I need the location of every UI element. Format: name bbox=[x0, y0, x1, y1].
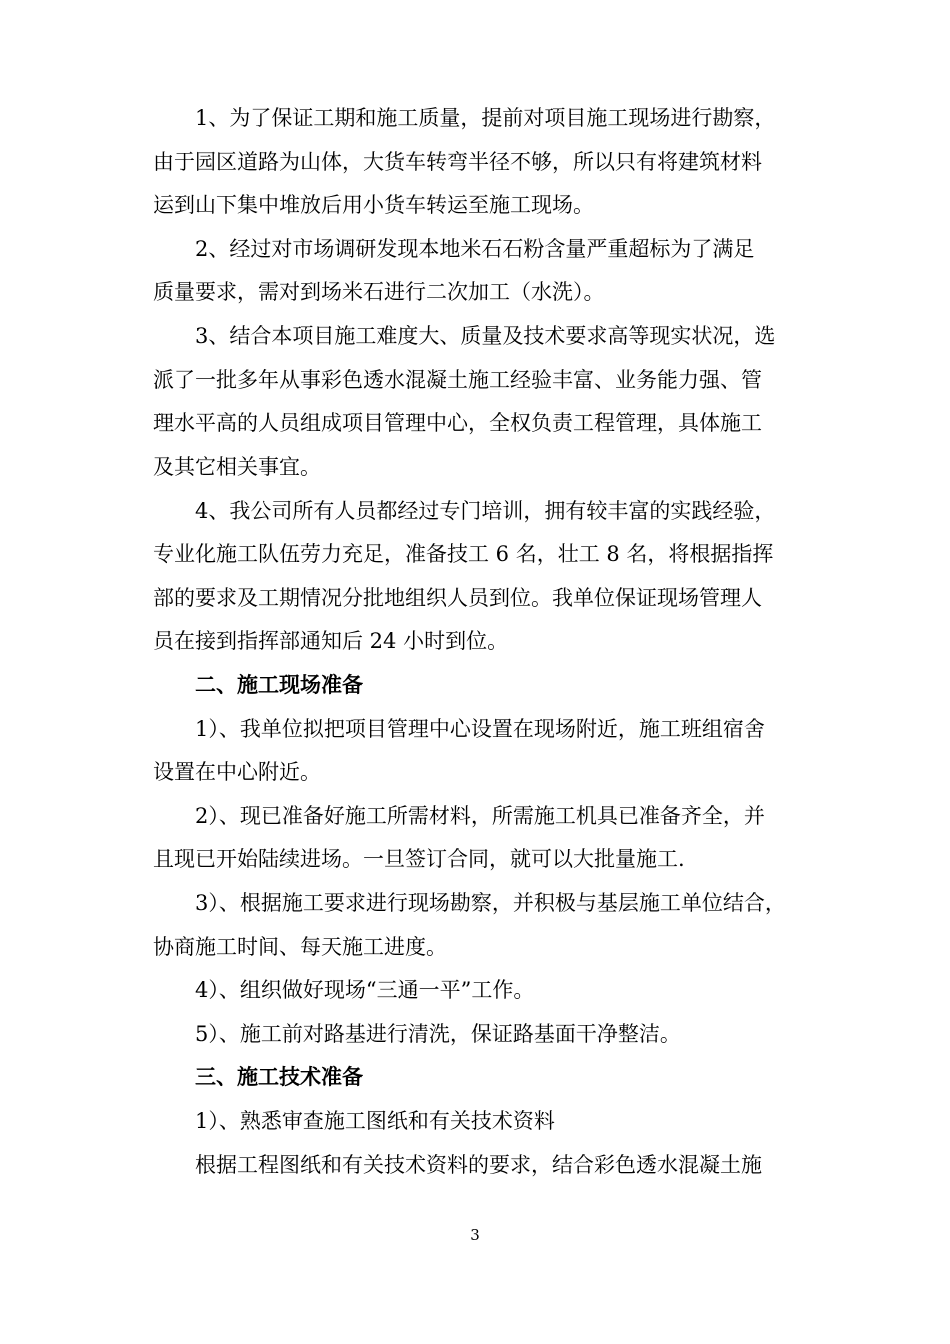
body-text-line: 根据工程图纸和有关技术资料的要求，结合彩色透水混凝土施 bbox=[153, 1153, 762, 1177]
body-text-line: 及其它相关事宜。 bbox=[153, 455, 321, 479]
body-text-line: 3）、根据施工要求进行现场勘察，并积极与基层施工单位结合， bbox=[153, 891, 786, 915]
body-text-line: 协商施工时间、每天施工进度。 bbox=[153, 935, 447, 959]
page-number: 3 bbox=[470, 1226, 480, 1244]
body-text-line: 运到山下集中堆放后用小货车转运至施工现场。 bbox=[153, 193, 594, 217]
body-text-line: 派了一批多年从事彩色透水混凝土施工经验丰富、业务能力强、管 bbox=[153, 368, 762, 392]
section-heading: 三、施工技术准备 bbox=[153, 1065, 363, 1089]
body-text-line: 4）、组织做好现场“三通一平”工作。 bbox=[153, 978, 535, 1002]
body-text-line: 2、经过对市场调研发现本地米石石粉含量严重超标为了满足 bbox=[153, 237, 755, 261]
body-text-line: 2）、现已准备好施工所需材料，所需施工机具已准备齐全，并 bbox=[153, 804, 765, 828]
body-text-line: 1、为了保证工期和施工质量，提前对项目施工现场进行勘察， bbox=[153, 106, 776, 130]
section-heading: 二、施工现场准备 bbox=[153, 673, 363, 697]
body-text-line: 由于园区道路为山体，大货车转弯半径不够，所以只有将建筑材料 bbox=[153, 150, 762, 174]
body-text-line: 且现已开始陆续进场。一旦签订合同，就可以大批量施工. bbox=[153, 847, 685, 871]
body-text-line: 专业化施工队伍劳力充足，准备技工 6 名，壮工 8 名，将根据指挥 bbox=[153, 542, 774, 566]
body-text-line: 部的要求及工期情况分批地组织人员到位。我单位保证现场管理人 bbox=[153, 586, 762, 610]
body-text-line: 1）、我单位拟把项目管理中心设置在现场附近，施工班组宿舍 bbox=[153, 717, 765, 741]
body-text-line: 理水平高的人员组成项目管理中心，全权负责工程管理，具体施工 bbox=[153, 411, 762, 435]
body-text-line: 5）、施工前对路基进行清洗，保证路基面干净整洁。 bbox=[153, 1022, 681, 1046]
body-text-line: 4、我公司所有人员都经过专门培训，拥有较丰富的实践经验， bbox=[153, 499, 776, 523]
body-text-line: 员在接到指挥部通知后 24 小时到位。 bbox=[153, 629, 509, 653]
body-text-line: 1）、熟悉审查施工图纸和有关技术资料 bbox=[153, 1109, 555, 1133]
body-text-line: 3、结合本项目施工难度大、质量及技术要求高等现实状况，选 bbox=[153, 324, 776, 348]
body-text-line: 质量要求，需对到场米石进行二次加工（水洗）。 bbox=[153, 280, 605, 304]
body-text-line: 设置在中心附近。 bbox=[153, 760, 321, 784]
